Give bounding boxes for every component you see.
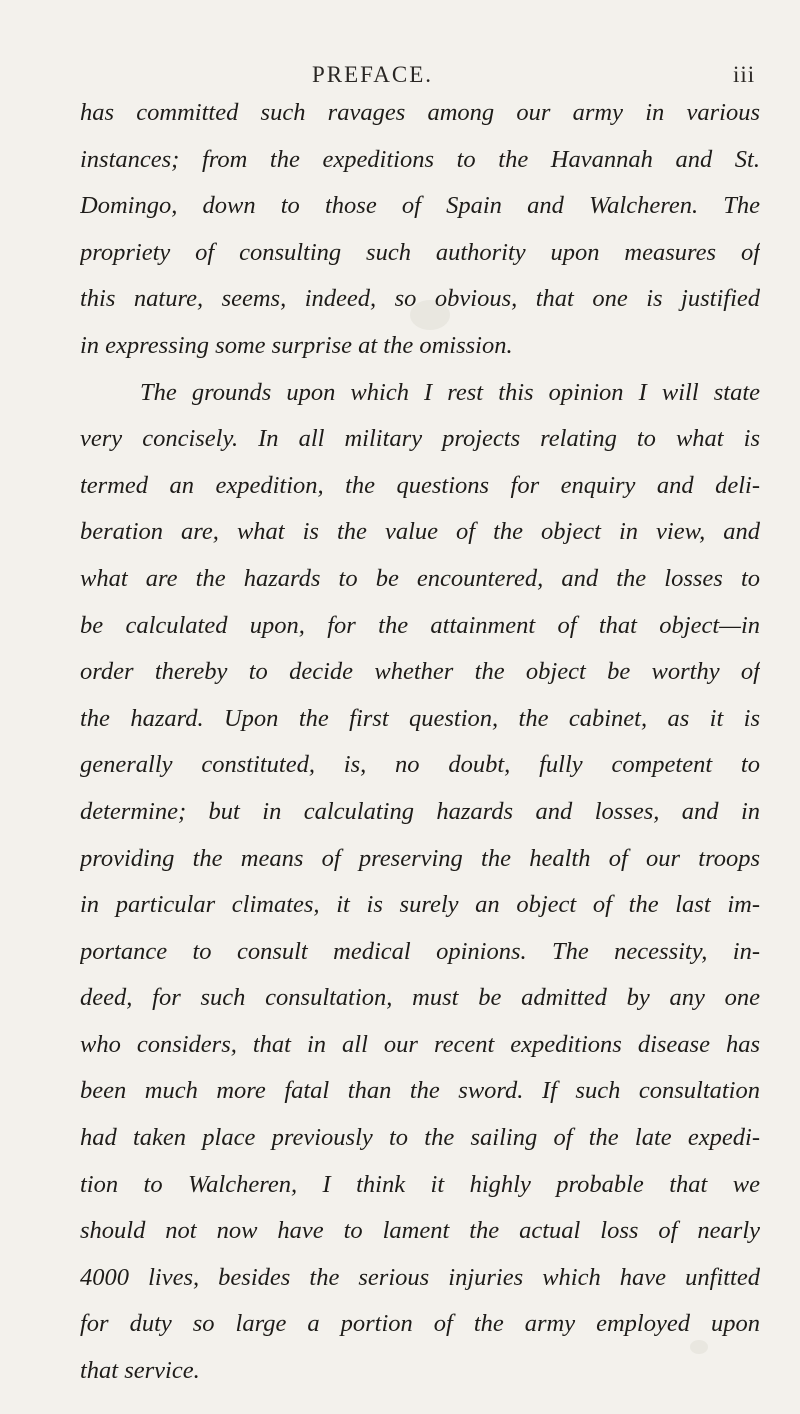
text-line: who considers, that in all our recent expeditions disease has (80, 1030, 760, 1058)
text-line: in particular climates, it is surely an object of the last im- (80, 891, 760, 919)
preface-text (80, 90, 760, 1395)
text-line: that service. (80, 1357, 200, 1385)
page-number: iii (733, 62, 756, 87)
text-line: providing the means of preserving the health of our troops (80, 844, 760, 872)
text-line: has committed such ravages among our army in various (80, 99, 760, 126)
text-line: deed, for such consultation, must be admitted by any one (80, 984, 760, 1012)
text-line: order thereby to decide whether the object be worthy of (80, 658, 760, 686)
text-line: instances; from the expeditions to the Havannah and St. (80, 145, 760, 173)
text-line: propriety of consulting such authority upon measures of (80, 238, 760, 266)
text-line: should not now have to lament the actual loss of nearly (80, 1217, 760, 1245)
text-line: been much more fatal than the sword. If such consultation (80, 1077, 760, 1105)
text-line: very concisely. In all military projects relating to what is (80, 425, 760, 453)
running-head: PREFACE. (312, 62, 434, 87)
text-line: for duty so large a portion of the army employed upon (80, 1310, 760, 1338)
text-line: Domingo, down to those of Spain and Walcheren. The (80, 192, 760, 220)
text-line: termed an expedition, the questions for enquiry and deli- (80, 471, 760, 499)
text-line: generally constituted, is, no doubt, fully competent to (80, 751, 760, 779)
text-line: beration are, what is the value of the object in view, and (80, 518, 760, 546)
text-line: this nature, seems, indeed, so obvious, that one is justified (80, 285, 760, 313)
text-line: be calculated upon, for the attainment of that object—in (80, 611, 760, 639)
text-line: tion to Walcheren, I think it highly probable that we (80, 1170, 760, 1198)
text-line: determine; but in calculating hazards and losses, and in (80, 797, 760, 825)
text-line: portance to consult medical opinions. The necessity, in- (80, 937, 760, 965)
text-line: had taken place previously to the sailing of the late expedi- (80, 1124, 760, 1152)
text-line: the hazard. Upon the first question, the cabinet, as it is (80, 704, 760, 732)
text-line: what are the hazards to be encountered, and the losses to (80, 564, 760, 592)
paragraph-first-line: The grounds upon which I rest this opinion I will state (140, 378, 760, 406)
text-line: 4000 lives, besides the serious injuries which have unfitted (80, 1263, 760, 1291)
text-line: in expressing some surprise at the omission. (80, 331, 513, 359)
